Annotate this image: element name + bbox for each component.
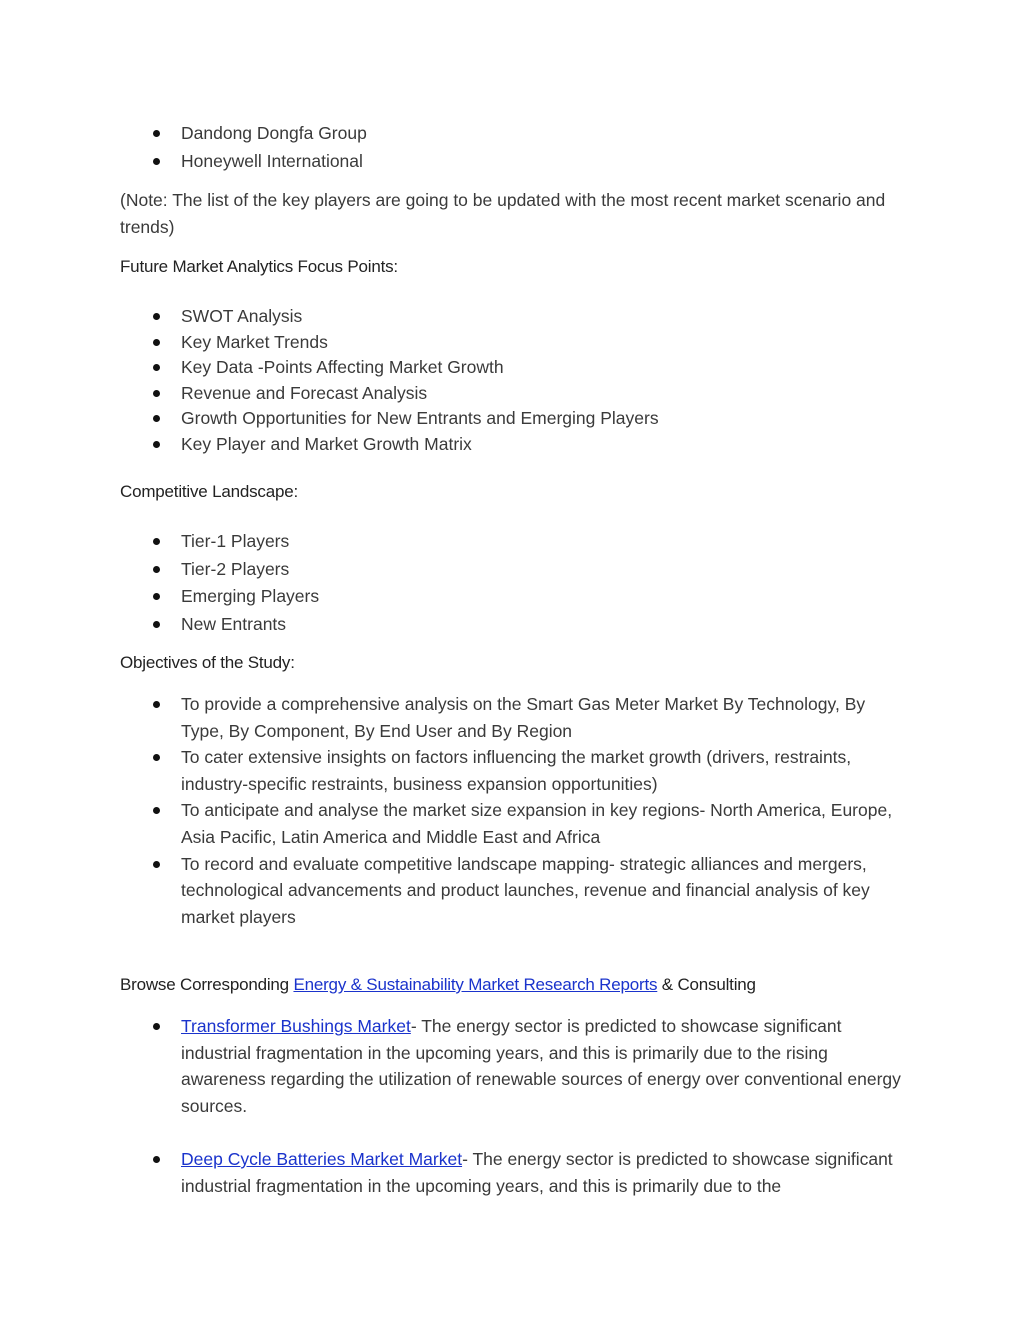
bullet-icon xyxy=(153,364,160,371)
focus-heading: Future Market Analytics Focus Points: xyxy=(120,257,398,276)
bullet-icon xyxy=(153,390,160,397)
browse-list xyxy=(120,1013,910,1119)
browse-heading xyxy=(120,975,910,995)
list-item xyxy=(120,691,910,744)
list-item-text: Key Market Trends xyxy=(181,331,328,352)
list-item-text: Revenue and Forecast Analysis xyxy=(181,382,428,403)
transformer-bushings-link[interactable]: Transformer Bushings Market xyxy=(181,1016,411,1036)
list-item-text: To record and evaluate competitive landscape mapping- strategic alliances and mergers, technological advancements and product launches, revenue and financial analysis of key market players xyxy=(181,853,870,927)
list-item-text: New Entrants xyxy=(181,613,287,634)
list-item-text: Tier-2 Players xyxy=(181,558,290,579)
list-item xyxy=(120,611,910,639)
list-item xyxy=(120,1013,910,1119)
bullet-icon xyxy=(153,861,160,868)
list-item xyxy=(120,330,910,356)
list-item xyxy=(120,1146,910,1199)
list-item-text: Emerging Players xyxy=(181,586,320,606)
bullet-icon xyxy=(153,313,160,320)
key-players-list xyxy=(120,120,910,175)
browse-suffix: & Consulting xyxy=(657,975,756,994)
list-item xyxy=(120,381,910,407)
list-item xyxy=(120,556,910,584)
bullet-icon xyxy=(153,754,160,761)
bullet-icon xyxy=(153,701,160,708)
bullet-icon xyxy=(153,415,160,422)
bullet-icon xyxy=(153,593,160,600)
list-item xyxy=(120,797,910,850)
bullet-icon xyxy=(153,807,160,814)
deep-cycle-batteries-link[interactable]: Deep Cycle Batteries Market Market xyxy=(181,1149,463,1169)
list-item-text: Tier-1 Players xyxy=(181,531,290,551)
list-item xyxy=(120,406,910,432)
list-item-text: SWOT Analysis xyxy=(181,306,303,326)
list-item xyxy=(120,120,910,148)
list-item xyxy=(120,583,910,611)
list-item xyxy=(120,355,910,381)
list-item xyxy=(120,851,910,931)
list-item-text: To provide a comprehensive analysis on the Smart Gas Meter Market By Technology, By Type, By Component, By End User and By Region xyxy=(181,694,866,741)
competitive-list xyxy=(120,528,910,638)
bullet-icon xyxy=(153,1156,160,1163)
list-item-text: Key Player and Market Growth Matrix xyxy=(181,433,472,454)
bullet-icon xyxy=(153,566,160,573)
bullet-icon xyxy=(153,130,160,137)
bullet-icon xyxy=(153,538,160,545)
objectives-list xyxy=(120,691,910,930)
list-item-text: To anticipate and analyse the market size expansion in key regions- North America, Europe, Asia Pacific, Latin America and Middle East and Africa xyxy=(181,800,893,847)
list-item-text: Honeywell International xyxy=(181,150,363,171)
list-item xyxy=(120,528,910,556)
list-item-text: Key Data -Points Affecting Market Growth xyxy=(181,357,504,378)
bullet-icon xyxy=(153,1023,160,1030)
list-item-text: Growth Opportunities for New Entrants and Emerging Players xyxy=(181,408,659,429)
focus-list xyxy=(120,304,910,458)
list-item xyxy=(120,432,910,458)
list-item xyxy=(120,304,910,330)
note-paragraph: (Note: The list of the key players are going to be updated with the most recent market scenario and trends) xyxy=(120,190,886,237)
competitive-heading: Competitive Landscape: xyxy=(120,482,298,501)
browse-list-2 xyxy=(120,1146,910,1199)
list-item xyxy=(120,744,910,797)
list-item-text: Dandong Dongfa Group xyxy=(181,123,367,143)
bullet-icon xyxy=(153,621,160,628)
bullet-icon xyxy=(153,158,160,165)
objectives-heading: Objectives of the Study: xyxy=(120,653,295,672)
bullet-icon xyxy=(153,441,160,448)
list-item xyxy=(120,148,910,176)
energy-reports-link[interactable]: Energy & Sustainability Market Research Reports xyxy=(293,975,658,994)
list-item-text: - The energy sector is predicted to showcase significant industrial fragmentation in the upcoming years, and this is primarily due to the xyxy=(181,1149,893,1196)
browse-prefix: Browse Corresponding xyxy=(120,975,294,994)
list-item-text: - The energy sector is predicted to showcase significant industrial fragmentation in the upcoming years, and this is primarily due to the rising awareness regarding the utilization of renewable sources of energy over conventional energy sources. xyxy=(181,1016,901,1116)
list-item-text: To cater extensive insights on factors influencing the market growth (drivers, restraints, industry-specific restraints, business expansion opportunities) xyxy=(181,747,852,794)
bullet-icon xyxy=(153,339,160,346)
